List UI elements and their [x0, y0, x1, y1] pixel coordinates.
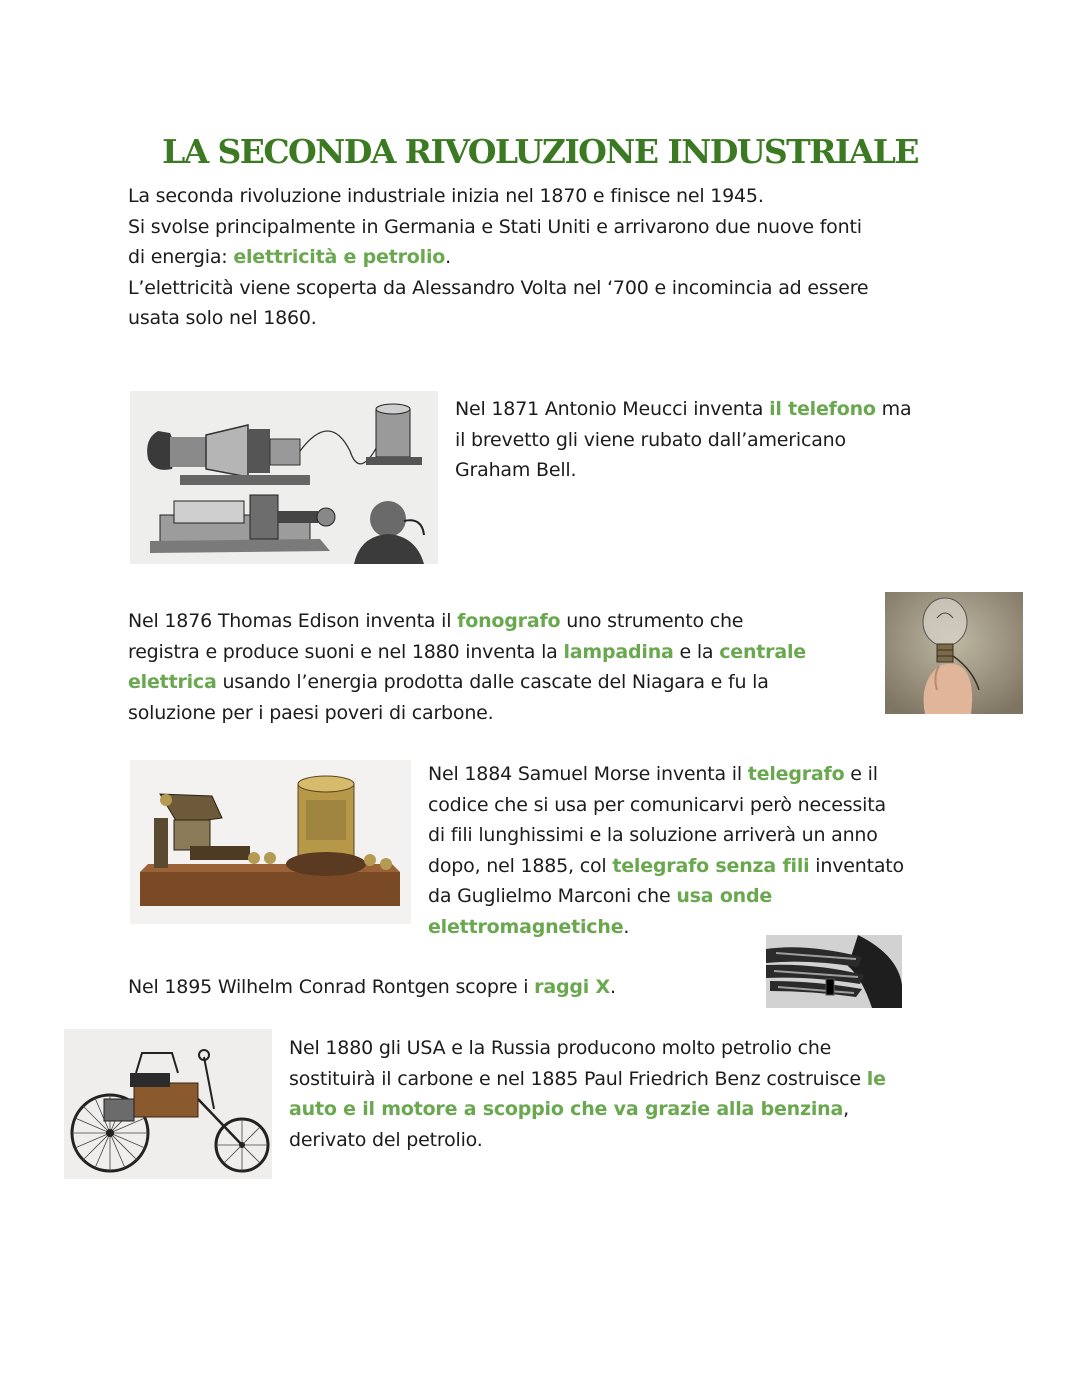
intro-line: Si svolse principalmente in Germania e Stati Uniti e arrivarono due nuove fonti: [128, 215, 862, 238]
edison-paragraph: [128, 606, 878, 728]
benz-car-photo: [64, 1029, 272, 1179]
highlight-auto-motore: auto e il motore a scoppio che va grazie alla benzina: [289, 1098, 844, 1120]
telephone-paragraph: [455, 394, 955, 486]
telegraph-line: dopo, nel 1885, col telegrafo senza fili inventato: [428, 854, 904, 877]
highlight-raggi-x: raggi X: [534, 976, 610, 998]
telephone-engraving-image: [130, 391, 438, 564]
edison-line: registra e produce suoni e nel 1880 inventa la lampadina e la centrale: [128, 640, 806, 663]
telegraph-line: da Guglielmo Marconi che usa onde: [428, 885, 773, 907]
telegraph-paragraph: [428, 759, 968, 942]
edison-line: elettrica usando l’energia prodotta dalle cascate del Niagara e fu la: [128, 671, 769, 693]
highlight-elettrica: elettrica: [128, 671, 217, 693]
highlight-energia: elettricità e petrolio: [233, 246, 446, 268]
edison-line: Nel 1876 Thomas Edison inventa il fonografo uno strumento che: [128, 610, 744, 632]
benz-car-illustration: [64, 1029, 272, 1179]
telegraph-line: elettromagnetiche.: [428, 915, 630, 938]
rontgen-paragraph: [128, 972, 748, 1003]
telephone-line: Graham Bell.: [455, 459, 577, 481]
telephone-line: il brevetto gli viene rubato dall’americano: [455, 428, 846, 451]
highlight-le: le: [866, 1067, 886, 1090]
lightbulb-photo: [885, 592, 1023, 714]
telegraph-line: Nel 1884 Samuel Morse inventa il telegrafo e il: [428, 763, 878, 785]
benz-line: derivato del petrolio.: [289, 1128, 483, 1151]
benz-line: auto e il motore a scoppio che va grazie alla benzina,: [289, 1098, 849, 1120]
telegraph-illustration: [130, 760, 411, 924]
lightbulb-illustration: [885, 592, 1023, 714]
highlight-fonografo: fonografo: [457, 610, 561, 632]
highlight-telefono: il telefono: [769, 398, 876, 420]
intro-paragraph: [128, 181, 968, 334]
edison-line: soluzione per i paesi poveri di carbone.: [128, 701, 494, 724]
intro-line: La seconda rivoluzione industriale inizia nel 1870 e finisce nel 1945.: [128, 185, 764, 207]
telegraph-line: codice che si usa per comunicarvi però necessita: [428, 793, 886, 816]
benz-line: Nel 1880 gli USA e la Russia producono molto petrolio che: [289, 1037, 832, 1059]
highlight-telegrafo: telegrafo: [747, 763, 845, 785]
telegraph-line: di fili lunghissimi e la soluzione arriverà un anno: [428, 824, 878, 846]
xray-hand-image: [766, 935, 902, 1008]
intro-line: di energia: elettricità e petrolio.: [128, 246, 451, 268]
page-title: LA SECONDA RIVOLUZIONE INDUSTRIALE: [162, 132, 918, 171]
highlight-lampadina: lampadina: [563, 640, 674, 663]
benz-paragraph: [289, 1033, 959, 1155]
intro-line: usata solo nel 1860.: [128, 307, 317, 329]
rontgen-line: Nel 1895 Wilhelm Conrad Rontgen scopre i raggi X.: [128, 976, 616, 998]
highlight-elettromagnetiche: elettromagnetiche: [428, 915, 624, 938]
highlight-centrale: centrale: [719, 640, 806, 663]
xray-illustration: [766, 935, 902, 1008]
highlight-telegrafo-senza-fili: telegrafo senza fili: [612, 854, 810, 877]
benz-line: sostituirà il carbone e nel 1885 Paul Friedrich Benz costruisce le: [289, 1067, 886, 1090]
telegraph-photo: [130, 760, 411, 924]
intro-line: L’elettricità viene scoperta da Alessandro Volta nel ‘700 e incomincia ad essere: [128, 276, 869, 299]
telephone-illustration: [130, 391, 438, 564]
highlight-onde: usa onde: [676, 885, 773, 907]
telephone-line: Nel 1871 Antonio Meucci inventa il telefono ma: [455, 398, 912, 420]
